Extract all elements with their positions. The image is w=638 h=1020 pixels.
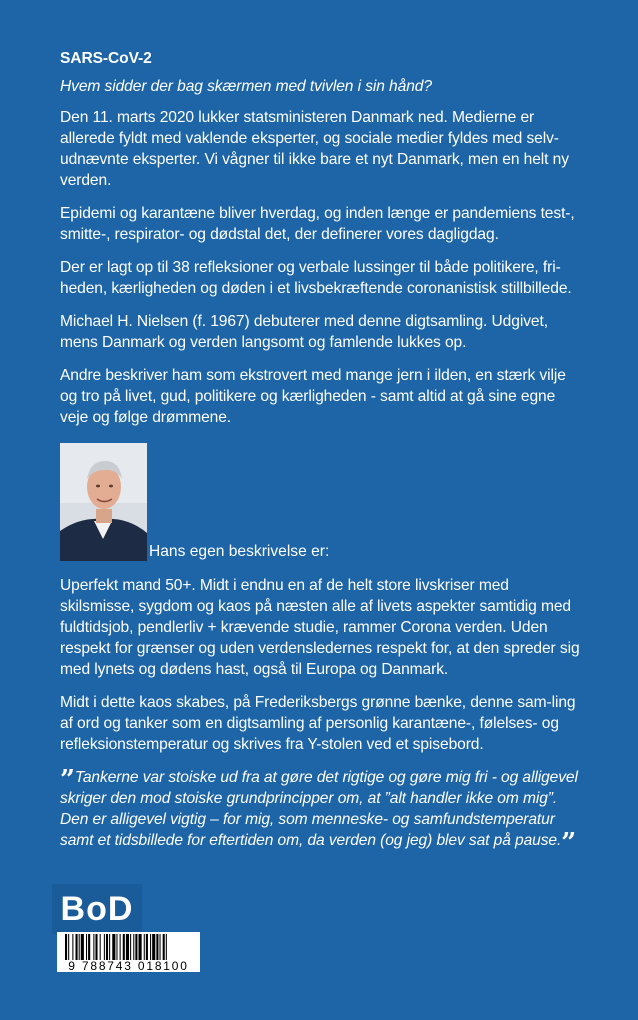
blurb-paragraph: Andre beskriver ham som ekstrovert med mange jern i ilden, en stærk vilje og tro på livet, gud, politikere og kærligheden - samt altid at gå sine egne veje og følge drømmene. — [60, 367, 566, 426]
blurb-paragraph: Den 11. marts 2020 lukker statsministeren Danmark ned. Medierne er allerede fyldt med vaklende eksperter, og sociale medier fyldes med selv-udnævnte eksperter. Vi vågner til ikke bare et nyt Danmark, men en helt ny verden. — [60, 109, 569, 189]
author-description — [60, 575, 580, 863]
quote-text: Tankerne var stoiske ud fra at gøre det rigtige og gøre mig fri - og alligevel skriger den mod stoiske grundprincipper om, at ”alt handler ikke om mig”. Den er alligevel vigtig – for mig, som menneske- og samfundstemperatur samt et tidsbillede for eftertiden om, da verden (og jeg) blev sat på pause. — [60, 769, 578, 849]
author-photo — [60, 443, 147, 561]
description-paragraph: Midt i dette kaos skabes, på Frederiksbergs grønne bænke, denne sam-ling af ord og tanker som en digtsamling af personlig karantæne-, følelses- og refleksionstemperatur og skrives fra Y-stolen ved et spisebord. — [60, 694, 576, 753]
blurb-paragraph: Epidemi og karantæne bliver hverdag, og inden længe er pandemiens test-, smitte-, respirator- og dødstal det, der definerer vores dagligdag. — [60, 205, 575, 243]
barcode-bars — [57, 932, 200, 960]
book-subtitle: Hvem sidder der bag skærmen med tvivlen i sin hånd? — [60, 78, 432, 95]
back-cover-text — [60, 48, 580, 440]
blurb-paragraph: Michael H. Nielsen (f. 1967) debuterer med denne digtsamling. Udgivet, mens Danmark og verden langsomt og famlende lukkes op. — [60, 313, 548, 351]
publisher-logo: BoD — [52, 884, 142, 934]
blurb-paragraph: Der er lagt op til 38 refleksioner og verbale lussinger til både politikere, fri-heden, kærligheden og døden i et livsbekræftende coronanistisk stillbillede. — [60, 259, 572, 297]
author-caption: Hans egen beskrivelse er: — [149, 543, 330, 560]
author-section — [60, 443, 580, 561]
isbn-number: 9 788743 018100 — [68, 959, 189, 972]
quote-open-icon: ” — [60, 765, 75, 795]
author-quote — [60, 765, 580, 858]
quote-close-icon: ” — [561, 828, 577, 858]
isbn-barcode — [57, 932, 200, 972]
book-title: SARS-CoV-2 — [60, 50, 152, 67]
description-paragraph: Uperfekt mand 50+. Midt i endnu en af de helt store livskriser med skilsmisse, sygdom og kaos på næsten alle af livets aspekter samtidig med fuldtidsjob, pendlerliv + krævende studie, rammer Corona verden. Uden respekt for grænser og uden verdensledernes respekt for, at den spreder sig med lynets og dødens hast, også til Europa og Danmark. — [60, 577, 580, 678]
